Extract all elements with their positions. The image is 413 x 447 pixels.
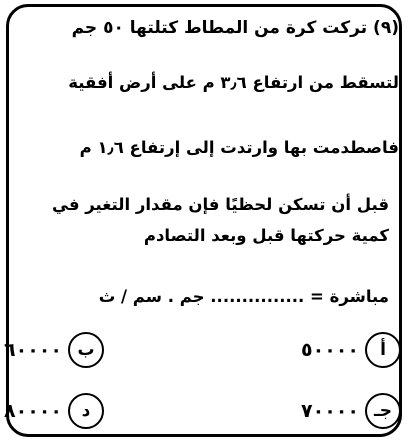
question-line-1: (٩) تركت كرة من المطاط كتلتها ٥٠ جم — [71, 18, 399, 38]
choice-d[interactable] — [4, 391, 104, 431]
question-card — [6, 4, 402, 437]
question-line-4: قبل أن تسكن لحظيًا فإن مقدار التغير في — [52, 195, 389, 214]
choice-a-value: ٥٠٠٠٠ — [301, 339, 359, 361]
choice-c[interactable] — [301, 391, 401, 431]
choice-a-letter: أ — [365, 332, 401, 368]
question-line-2: لتسقط من ارتفاع ٣٫٦ م على أرض أفقية — [68, 73, 399, 92]
choice-b-value: ٦٠٠٠٠ — [4, 339, 62, 361]
choice-a[interactable] — [301, 330, 401, 370]
choice-b[interactable] — [4, 330, 104, 370]
choice-c-letter: جـ — [365, 393, 401, 429]
question-line-5: كمية حركتها قبل وبعد التصادم — [143, 226, 389, 245]
choice-d-value: ٨٠٠٠٠ — [4, 400, 62, 422]
choice-b-letter: ب — [68, 332, 104, 368]
question-line-6: مباشرة = ............... جم . سم / ث — [98, 287, 389, 306]
choice-d-letter: د — [68, 393, 104, 429]
question-line-3: فاصطدمت بها وارتدت إلى إرتفاع ١٫٦ م — [79, 138, 399, 157]
choice-c-value: ٧٠٠٠٠ — [301, 400, 359, 422]
